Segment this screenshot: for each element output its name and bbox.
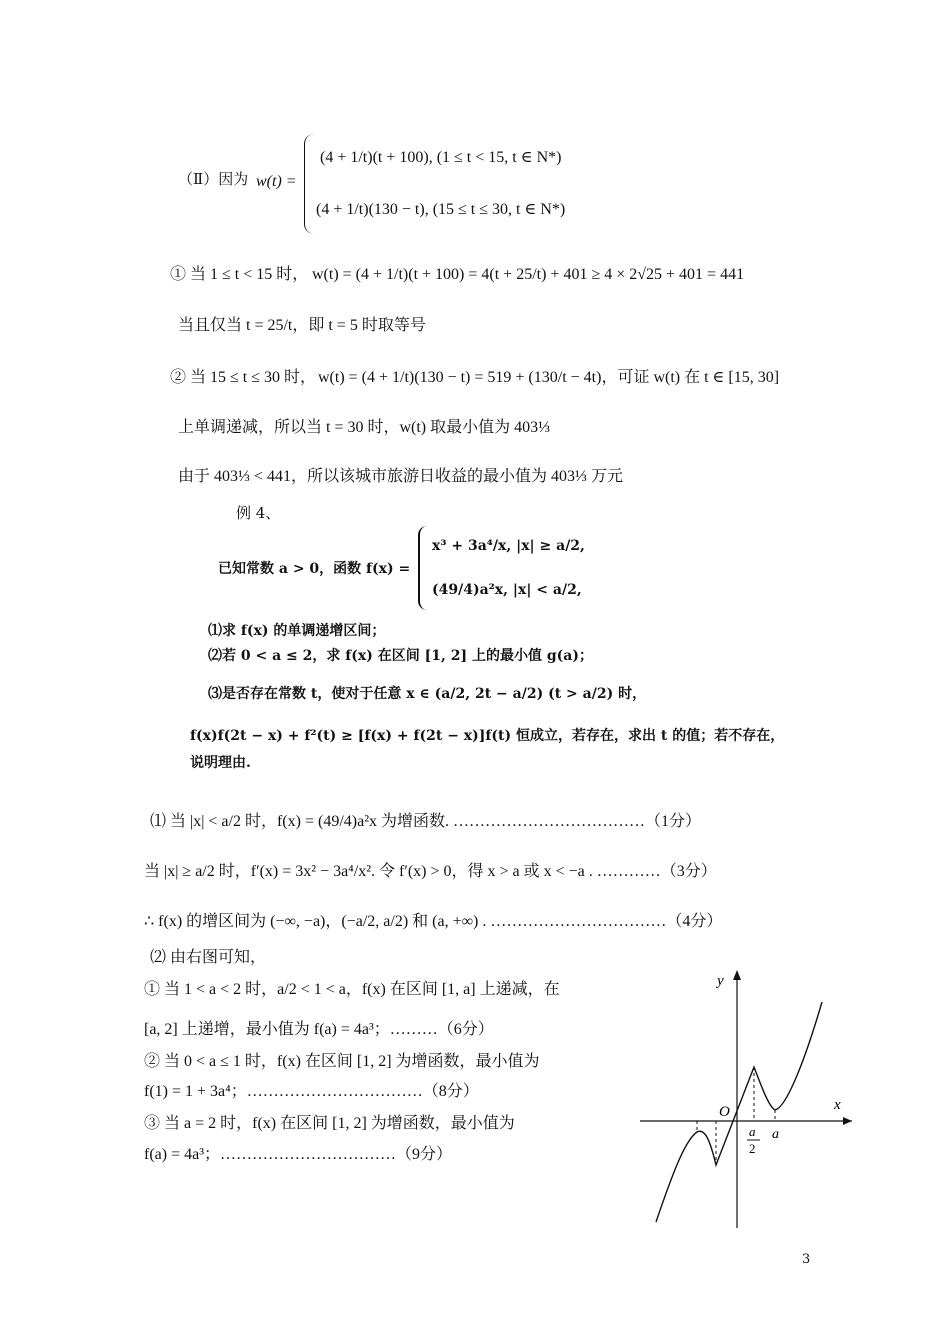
y-axis-arrow bbox=[733, 970, 741, 980]
example-case-2: (49/4)a²x, |x| < a/2, bbox=[432, 582, 582, 598]
y-axis-label: y bbox=[717, 973, 724, 989]
w-lhs: w(t) = bbox=[256, 173, 297, 190]
example-case-1: x³ + 3a⁴/x, |x| ≥ a/2, bbox=[432, 538, 585, 554]
solution-line-6: [a, 2] 上递增，最小值为 f(a) = 4a³；………（6分） bbox=[144, 1021, 494, 1038]
solution-line-7: ② 当 0 < a ≤ 1 时，f(x) 在区间 [1, 2] 为增函数，最小值为 bbox=[144, 1053, 540, 1070]
example-brace bbox=[418, 526, 430, 610]
solution-line-5: ① 当 1 < a < 2 时，a/2 < 1 < a，f(x) 在区间 [1, a] 上递减，在 bbox=[144, 981, 560, 998]
step1-derivation: w(t) = (4 + 1/t)(t + 100) = 4(t + 25/t) + 401 ≥ 4 × 2√25 + 401 = 441 bbox=[312, 266, 745, 283]
solution-line-3: ∴ f(x) 的增区间为 (−∞, −a)，(−a/2, a/2) 和 (a, +∞) . ……………………………（4分） bbox=[144, 913, 723, 930]
tick-half-a-denominator: 2 bbox=[749, 1141, 756, 1156]
step1-condition: ① 当 1 ≤ t < 15 时， bbox=[170, 266, 309, 283]
x-axis-arrow bbox=[843, 1117, 852, 1125]
function-curve bbox=[656, 1002, 822, 1222]
question-3-end: 说明理由. bbox=[190, 755, 251, 771]
page-number: 3 bbox=[802, 1252, 811, 1267]
origin-label: O bbox=[719, 1104, 730, 1120]
x-axis-label: x bbox=[834, 1097, 841, 1113]
step2-monotone: 上单调递减，所以当 t = 30 时，w(t) 取最小值为 403⅓ bbox=[178, 419, 551, 436]
solution-line-1: ⑴ 当 |x| < a/2 时，f(x) = (49/4)a²x 为增函数. ………………………………（1分） bbox=[150, 813, 701, 830]
tick-a-label: a bbox=[772, 1127, 779, 1142]
solution-line-2: 当 |x| ≥ a/2 时，f′(x) = 3x² − 3a⁴/x². 令 f′(x) > 0，得 x > a 或 x < −a . …………（3分） bbox=[144, 863, 717, 880]
part-ii-label: （Ⅱ）因为 bbox=[178, 170, 249, 188]
question-1: ⑴求 f(x) 的单调递增区间； bbox=[208, 623, 386, 639]
step2-condition: ② 当 15 ≤ t ≤ 30 时， bbox=[170, 369, 317, 386]
solution-line-9: ③ 当 a = 2 时，f(x) 在区间 [1, 2] 为增函数，最小值为 bbox=[144, 1115, 515, 1132]
step2-conclusion: 由于 403⅓ < 441，所以该城市旅游日收益的最小值为 403⅓ 万元 bbox=[178, 468, 624, 485]
example-title: 例 4、 bbox=[236, 504, 281, 522]
step1-equality: 当且仅当 t = 25/t，即 t = 5 时取等号 bbox=[178, 317, 426, 334]
solution-line-10: f(a) = 4a³；……………………………（9分） bbox=[144, 1146, 453, 1163]
w-case-2: (4 + 1/t)(130 − t), (15 ≤ t ≤ 30, t ∈ N*) bbox=[316, 201, 566, 218]
tick-half-a-numerator: a bbox=[749, 1124, 756, 1139]
solution-line-4: ⑵ 由右图可知， bbox=[150, 949, 267, 966]
example-given: 已知常数 a > 0，函数 f(x) = bbox=[218, 561, 411, 577]
question-3-inequality: f(x)f(2t − x) + f²(t) ≥ [f(x) + f(2t − x)]f(t) 恒成立，若存在，求出 t 的值；若不存在， bbox=[190, 728, 785, 744]
solution-line-8: f(1) = 1 + 3a⁴；……………………………（8分） bbox=[144, 1083, 479, 1100]
step2-derivation: w(t) = (4 + 1/t)(130 − t) = 519 + (130/t − 4t)，可证 w(t) 在 t ∈ [15, 30] bbox=[318, 369, 780, 386]
question-3: ⑶是否存在常数 t，使对于任意 x ∈ (a/2, 2t − a/2) (t > a/2) 时， bbox=[208, 686, 647, 702]
function-graph bbox=[630, 960, 860, 1235]
question-2: ⑵若 0 < a ≤ 2，求 f(x) 在区间 [1, 2] 上的最小值 g(a)； bbox=[208, 648, 593, 664]
w-case-1: (4 + 1/t)(t + 100), (1 ≤ t < 15, t ∈ N*) bbox=[320, 149, 562, 166]
